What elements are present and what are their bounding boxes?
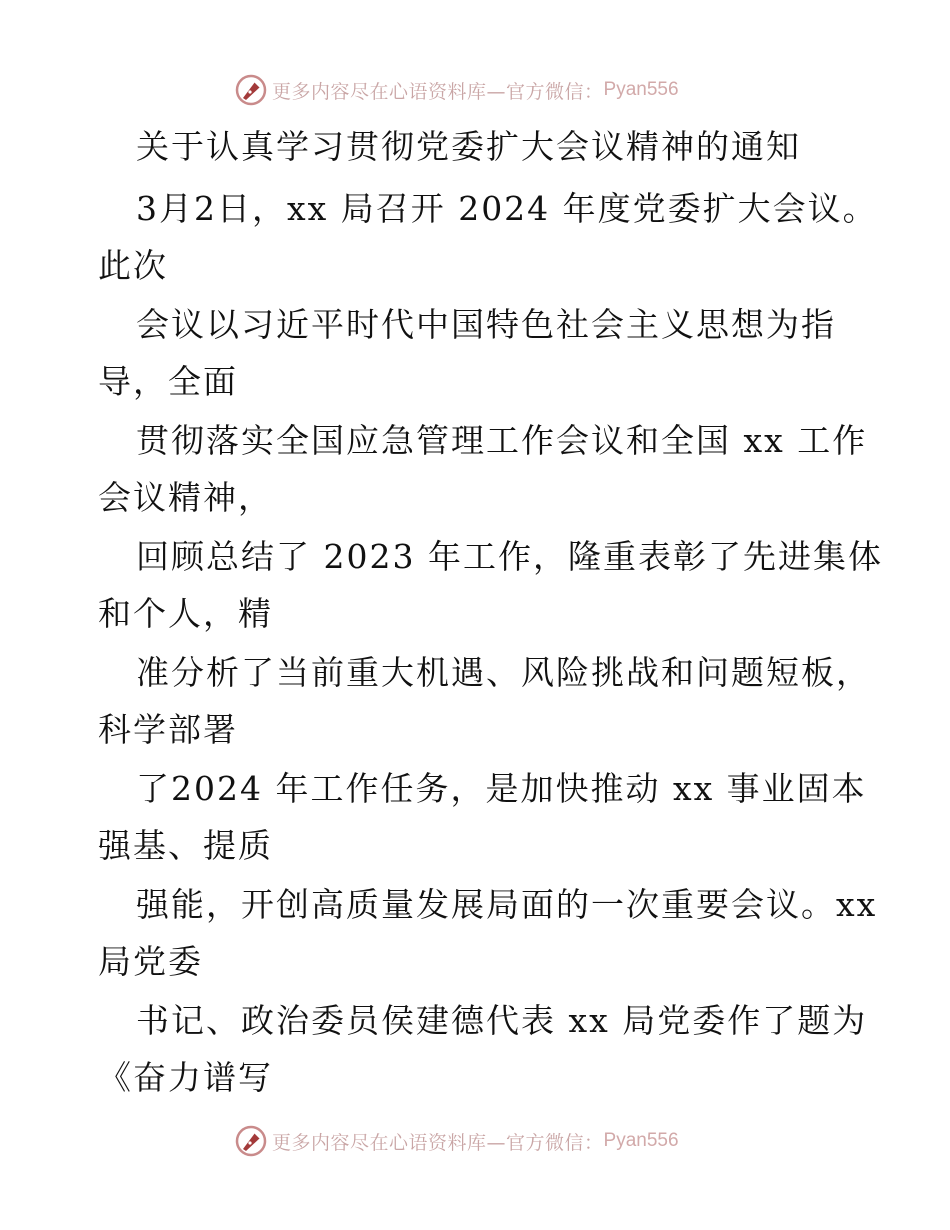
body-line: 和个人，精 <box>98 594 273 633</box>
header-watermark <box>234 72 679 108</box>
body-line: 强基、提质 <box>98 826 273 865</box>
body-line: 《奋力谱写 <box>98 1058 273 1097</box>
watermark-handle: Pyan556 <box>603 79 679 100</box>
watermark-text: 更多内容尽在心语资料库—官方微信： <box>272 80 604 103</box>
body-line: 局党委 <box>98 942 203 981</box>
pen-nib-logo-icon <box>234 1124 268 1158</box>
body-line: 会议精神， <box>98 478 273 517</box>
footer-watermark <box>234 1123 679 1159</box>
body-line: 科学部署 <box>98 710 238 749</box>
body-line: 书记、政治委员侯建德代表 xx 局党委作了题为 <box>136 1001 868 1040</box>
body-line: 了2024 年工作任务，是加快推动 xx 事业固本 <box>136 769 867 808</box>
document-title: 关于认真学习贯彻党委扩大会议精神的通知 <box>136 127 801 166</box>
body-line: 回顾总结了 2023 年工作，隆重表彰了先进集体 <box>136 537 883 576</box>
watermark-handle: Pyan556 <box>603 1130 679 1151</box>
body-line: 会议以习近平时代中国特色社会主义思想为指 <box>136 305 836 344</box>
pen-nib-logo-icon <box>234 73 268 107</box>
body-line: 强能，开创高质量发展局面的一次重要会议。xx <box>136 885 878 924</box>
body-line: 准分析了当前重大机遇、风险挑战和问题短板， <box>136 653 871 692</box>
body-line: 贯彻落实全国应急管理工作会议和全国 xx 工作 <box>136 421 868 460</box>
body-line: 导，全面 <box>98 362 238 401</box>
watermark-text: 更多内容尽在心语资料库—官方微信： <box>272 1131 604 1154</box>
body-line: 3月2日，xx 局召开 2024 年度党委扩大会议。 <box>136 189 878 228</box>
body-line: 此次 <box>98 246 168 285</box>
